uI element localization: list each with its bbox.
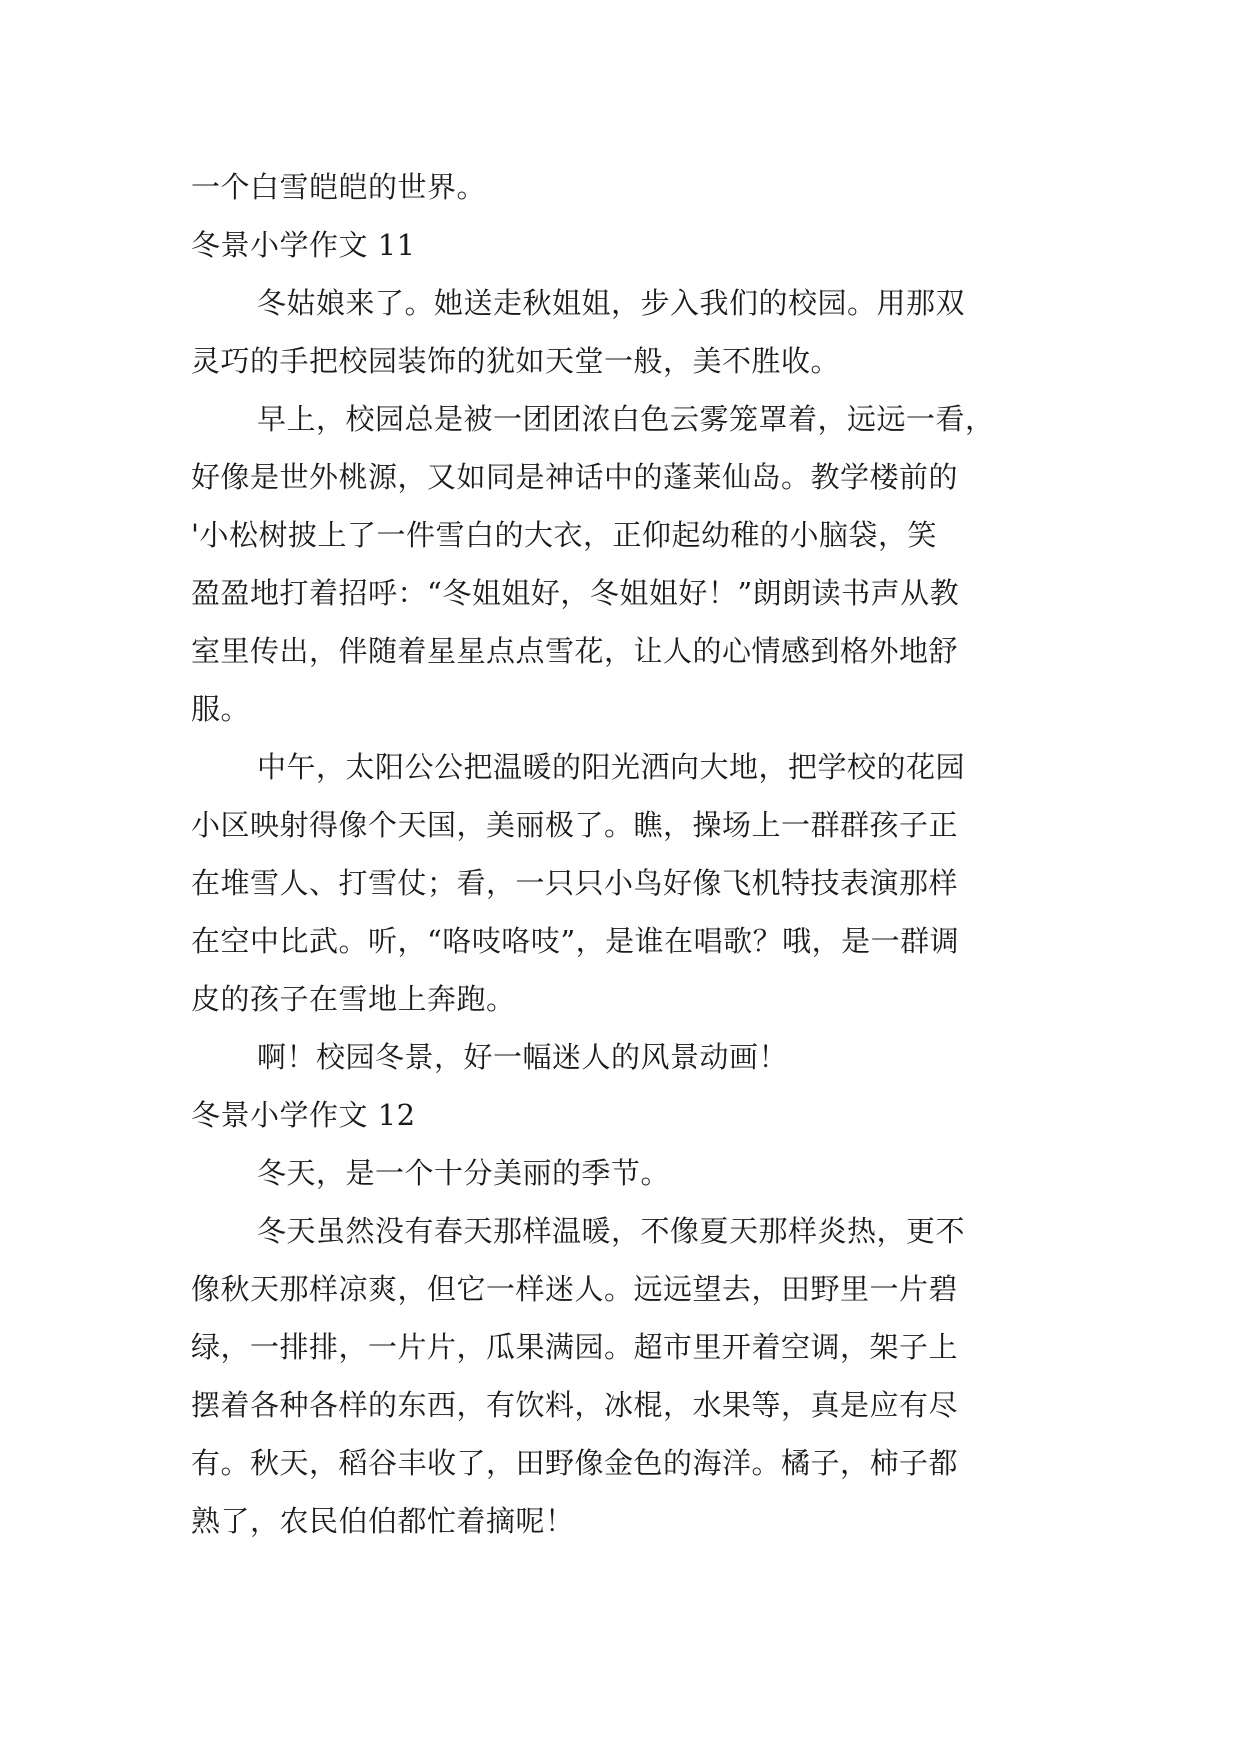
text-line: 在空中比武。听，“咯吱咯吱”，是谁在唱歌？哦，是一群调 (191, 924, 960, 958)
text-line: 啊！校园冬景，好一幅迷人的风景动画！ (257, 1040, 789, 1074)
text-line: 服。 (191, 692, 251, 726)
section-heading: 冬景小学作文 11 (191, 228, 416, 262)
text-line: 冬姑娘来了。她送走秋姐姐，步入我们的校园。用那双 (257, 286, 966, 320)
text-line: 中午，太阳公公把温暖的阳光洒向大地，把学校的花园 (257, 750, 966, 784)
text-line: 早上，校园总是被一团团浓白色云雾笼罩着，远远一看， (257, 402, 995, 436)
text-line: 有。秋天，稻谷丰收了，田野像金色的海洋。橘子，柿子都 (191, 1446, 959, 1480)
text-line: 好像是世外桃源，又如同是神话中的蓬莱仙岛。教学楼前的 (191, 460, 959, 494)
text-line: 熟了，农民伯伯都忙着摘呢！ (191, 1504, 575, 1538)
text-line: 像秋天那样凉爽，但它一样迷人。远远望去，田野里一片碧 (191, 1272, 959, 1306)
text-line: 盈盈地打着招呼：“冬姐姐好，冬姐姐好！”朗朗读书声从教 (191, 576, 960, 610)
text-line: 冬天，是一个十分美丽的季节。 (257, 1156, 671, 1190)
section-heading: 冬景小学作文 12 (191, 1098, 416, 1132)
text-line: 室里传出，伴随着星星点点雪花，让人的心情感到格外地舒 (191, 634, 959, 668)
text-line: 小区映射得像个天国，美丽极了。瞧，操场上一群群孩子正 (191, 808, 959, 842)
text-line: 摆着各种各样的东西，有饮料，冰棍，水果等，真是应有尽 (191, 1388, 959, 1422)
text-line: 绿，一排排，一片片，瓜果满园。超市里开着空调，架子上 (191, 1330, 959, 1364)
text-line: '小松树披上了一件雪白的大衣，正仰起幼稚的小脑袋，笑 (191, 518, 937, 552)
text-line: 冬天虽然没有春天那样温暖，不像夏天那样炎热，更不 (257, 1214, 966, 1248)
text-line: 皮的孩子在雪地上奔跑。 (191, 982, 516, 1016)
document-page (191, 158, 1055, 1550)
text-line: 灵巧的手把校园装饰的犹如天堂一般，美不胜收。 (191, 344, 841, 378)
text-line: 在堆雪人、打雪仗；看，一只只小鸟好像飞机特技表演那样 (191, 866, 959, 900)
text-line: 一个白雪皑皑的世界。 (191, 170, 487, 204)
